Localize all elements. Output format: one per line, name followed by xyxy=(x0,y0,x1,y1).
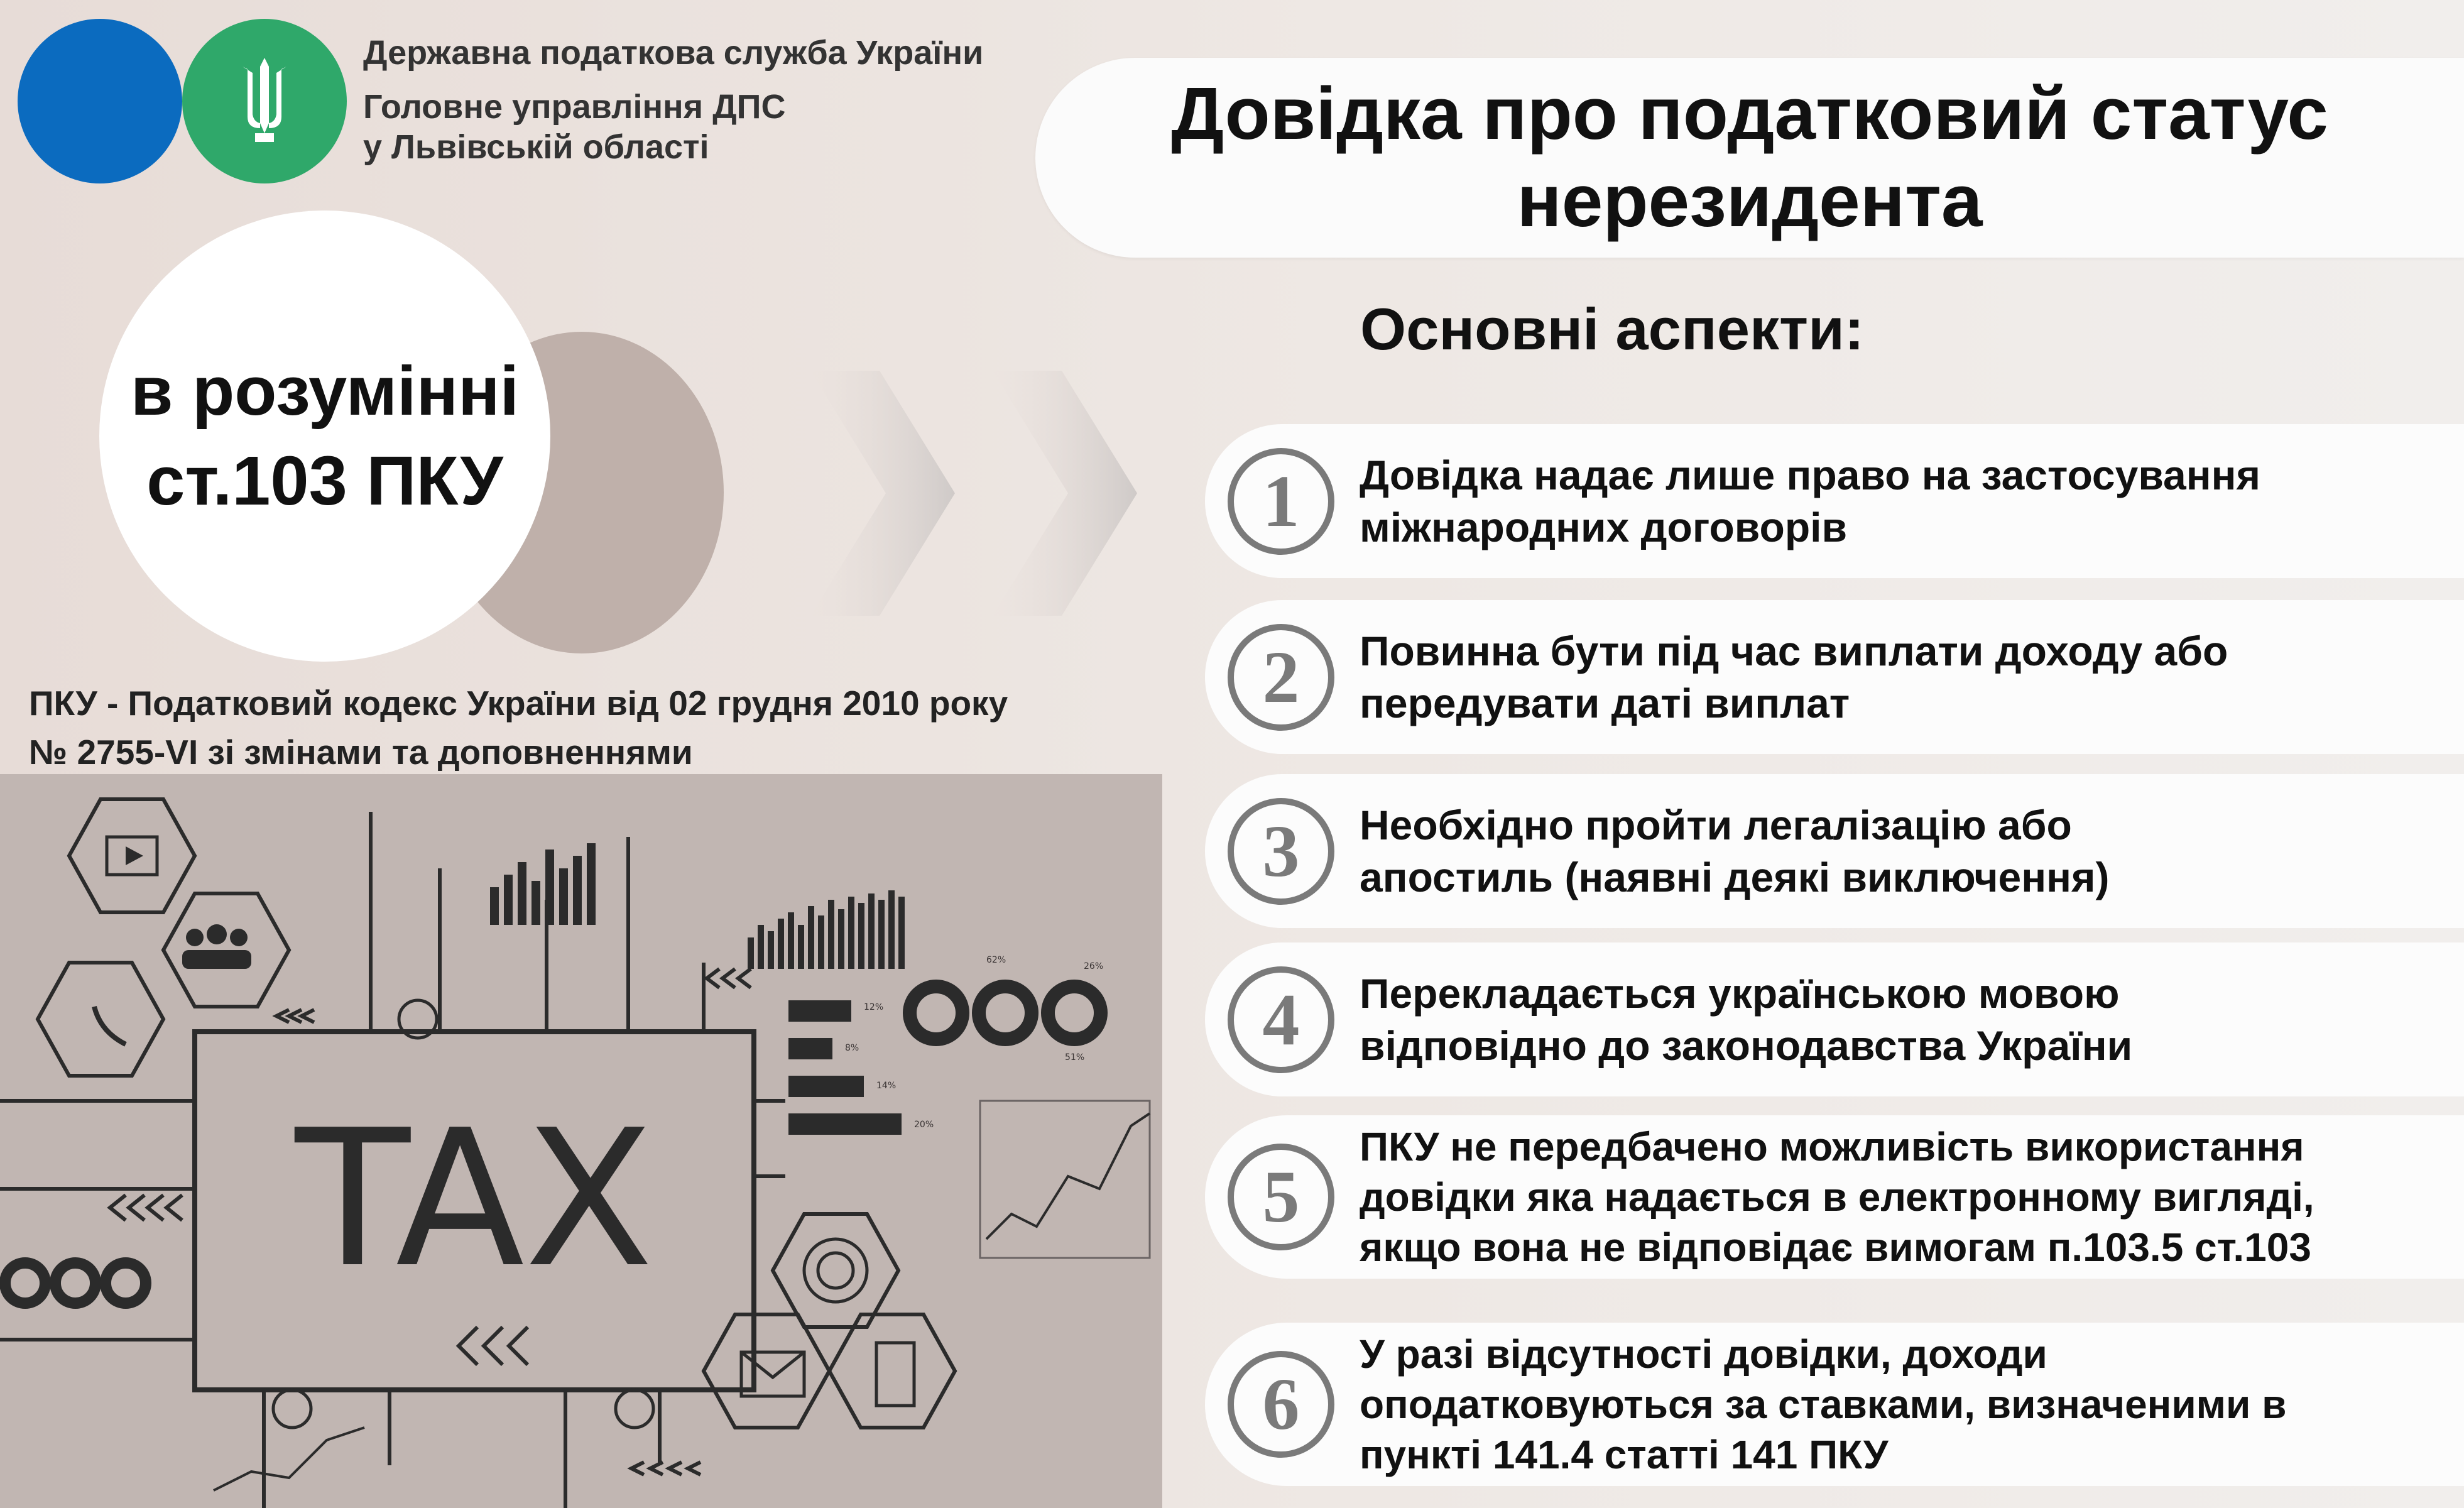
tax-illustration xyxy=(0,774,1162,1508)
chevron-right-icon xyxy=(993,371,1143,616)
aspect-text-2: Повинна бути під час виплати доходу або передувати даті виплат xyxy=(1360,628,2228,726)
svg-text:62%: 62% xyxy=(986,955,1006,965)
aspect-text-3: Необхідно пройти легалізацію або апостиль (наявні деякі виключення) xyxy=(1360,802,2110,900)
aspect-text-5: ПКУ не передбачено можливість використання довідки яка надається в електронному вигляді, якщо вона не відповідає вимогам п.103.5 ст.103 xyxy=(1360,1124,2314,1270)
tax-infographic-image xyxy=(0,774,1162,1508)
org-name-line2: Головне управління ДПС xyxy=(363,88,786,126)
aspect-item-1 xyxy=(1205,424,2464,578)
pku-footnote-line1: ПКУ - Податковий кодекс України від 02 грудня 2010 року xyxy=(29,684,1008,723)
number-6-icon: 6 xyxy=(1228,1351,1334,1458)
dps-logo-blue-circle xyxy=(18,19,182,183)
badge-circle xyxy=(99,210,550,662)
dps-logo-green-circle xyxy=(182,19,347,183)
aspect-item-2 xyxy=(1205,600,2464,754)
pku-footnote xyxy=(29,679,1008,777)
aspect-item-4 xyxy=(1205,942,2464,1096)
org-name-line1: Державна податкова служба України xyxy=(363,34,984,72)
svg-text:51%: 51% xyxy=(1065,1052,1085,1063)
number-1-icon: 1 xyxy=(1228,448,1334,555)
badge-line2: ст.103 ПКУ xyxy=(146,442,503,520)
aspect-item-6 xyxy=(1205,1323,2464,1486)
page-title-line2: нерезидента xyxy=(1517,160,1983,243)
tax-word: TAX xyxy=(295,1090,654,1309)
chevron-right-icon xyxy=(810,371,961,616)
aspect-item-5 xyxy=(1205,1115,2464,1279)
number-4-icon: 4 xyxy=(1228,966,1334,1073)
aspect-text-4: Перекладається українською мовою відповідно до законодавства України xyxy=(1360,970,2133,1069)
number-3-icon: 3 xyxy=(1228,798,1334,905)
aspect-text-1: Довідка надає лише право на застосування міжнародних договорів xyxy=(1360,452,2260,550)
org-name-line3: у Львівській області xyxy=(363,128,709,166)
svg-text:12%: 12% xyxy=(864,1002,884,1012)
svg-text:20%: 20% xyxy=(914,1120,934,1130)
title-pill xyxy=(1035,58,2464,258)
svg-text:26%: 26% xyxy=(1084,961,1104,971)
number-5-icon: 5 xyxy=(1228,1144,1334,1250)
number-2-icon: 2 xyxy=(1228,624,1334,731)
page-title xyxy=(1059,70,2441,245)
aspect-item-3 xyxy=(1205,774,2464,928)
svg-text:14%: 14% xyxy=(876,1081,897,1091)
badge-line1: в розумінні xyxy=(130,352,520,430)
aspect-text-6: У разі відсутності довідки, доходи оподатковуються за ставками, визначеними в пункті 141.4 статті 141 ПКУ xyxy=(1360,1331,2287,1477)
svg-text:8%: 8% xyxy=(845,1043,859,1053)
page-title-line1: Довідка про податковий статус xyxy=(1171,72,2328,155)
pku-footnote-line2: № 2755-VI зі змінами та доповненнями xyxy=(29,733,693,772)
section-subtitle: Основні аспекти: xyxy=(1360,296,1865,362)
tryzub-icon xyxy=(236,54,293,148)
